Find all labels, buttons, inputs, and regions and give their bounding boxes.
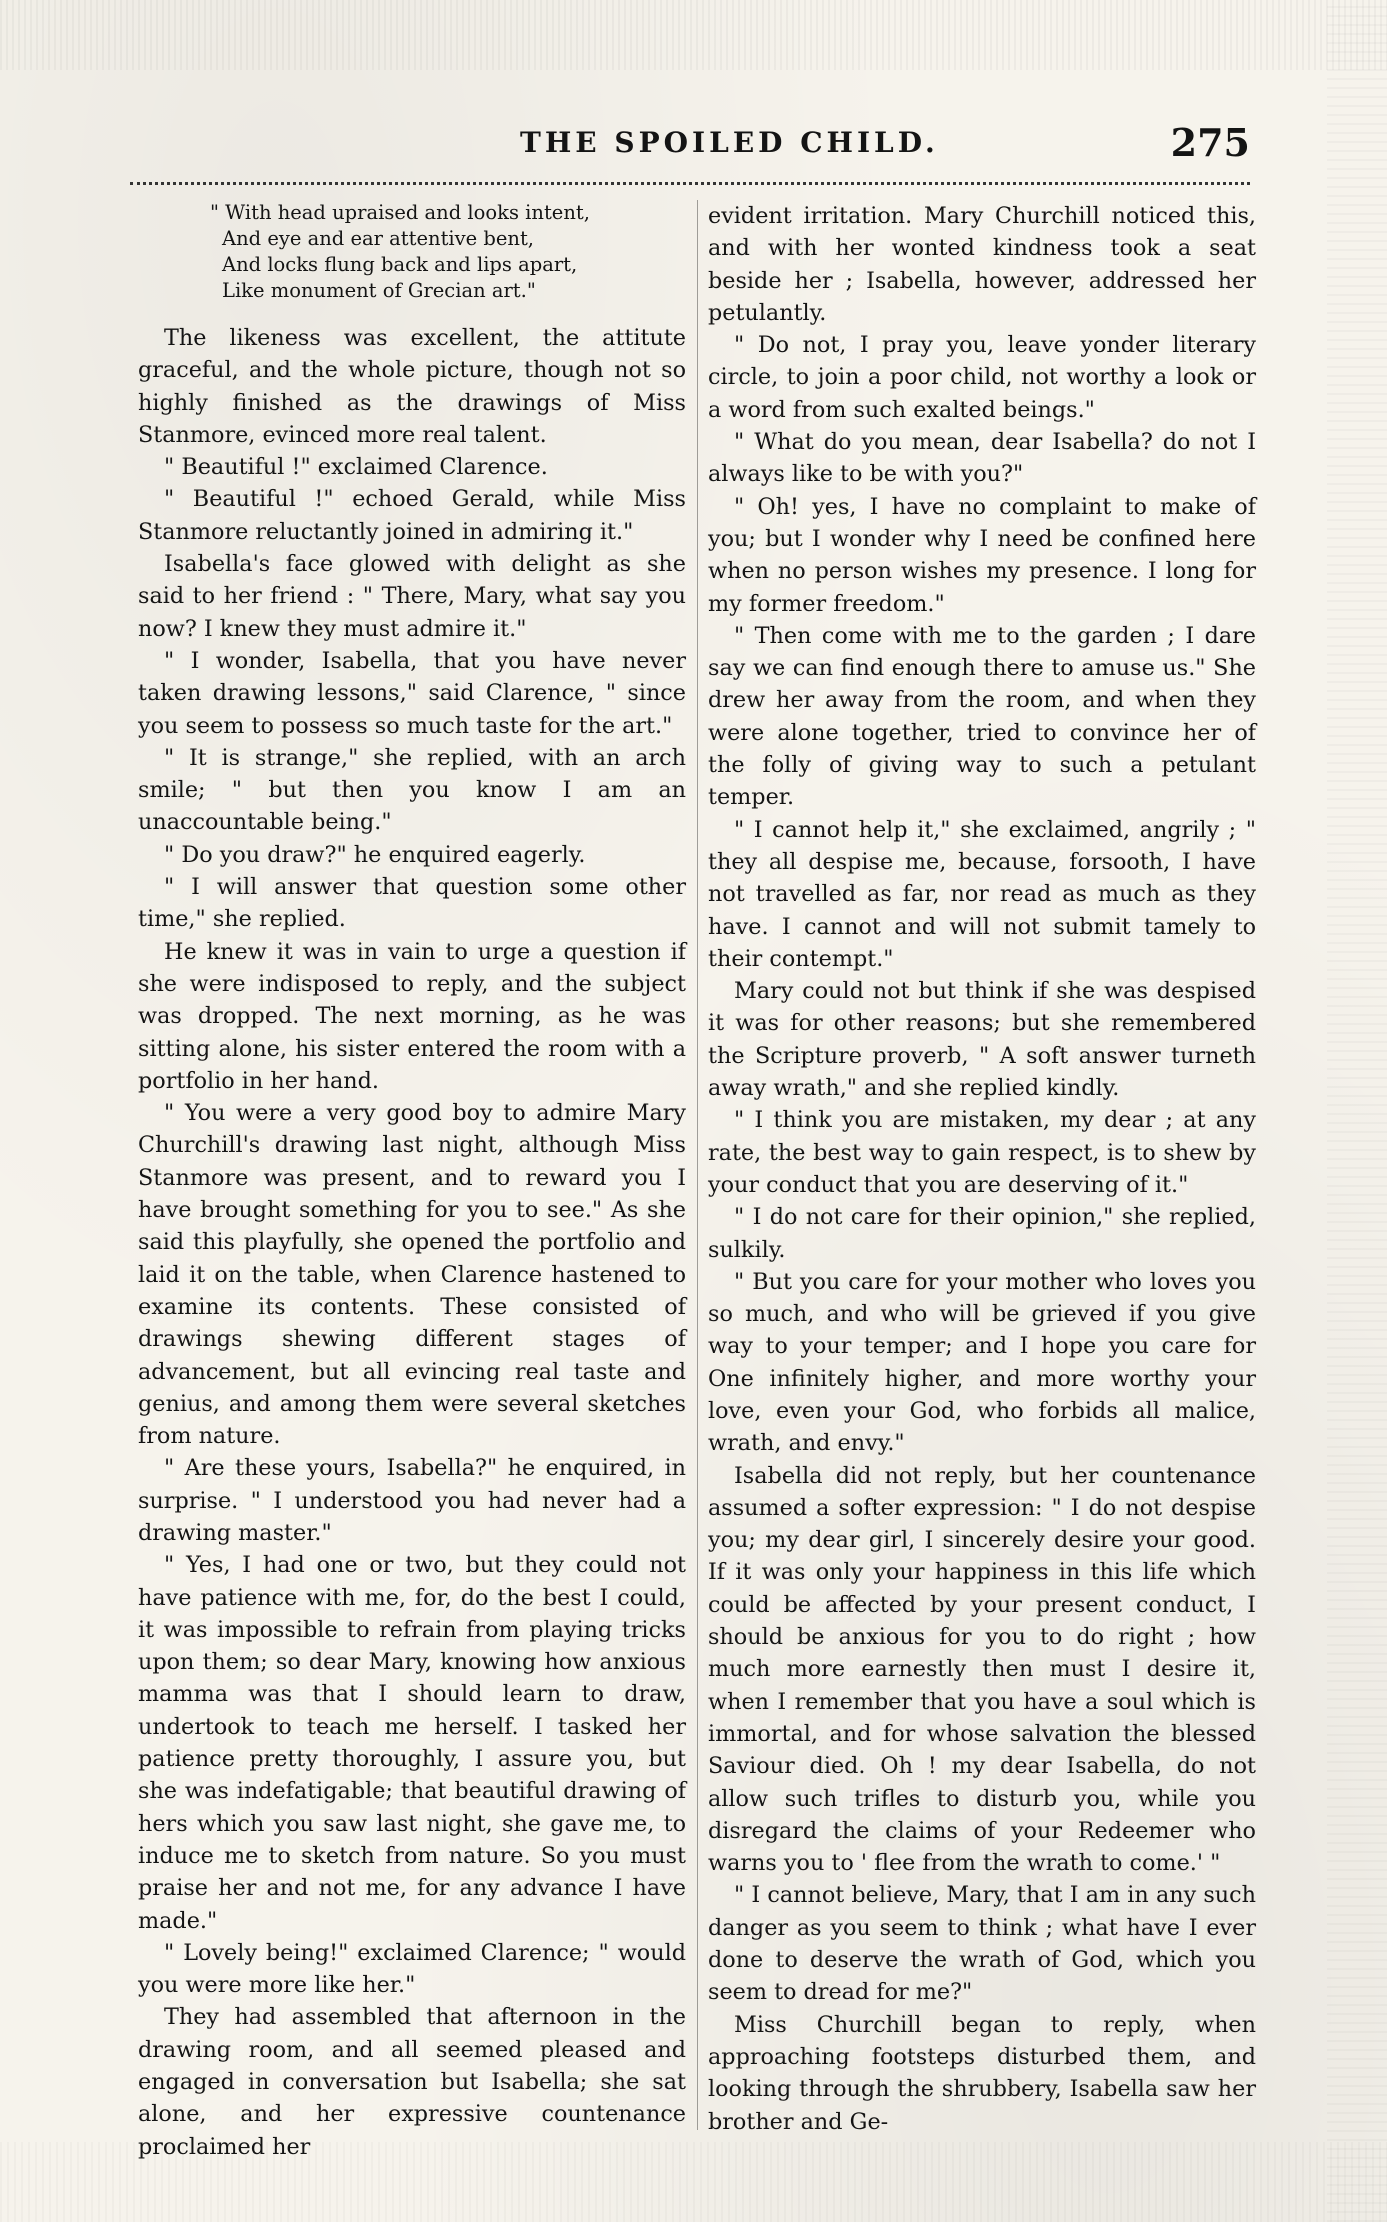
paragraph: Miss Churchill began to reply, when approaching footsteps disturbed them, and looking through the shrubbery, Isabella saw her brother and Ge- xyxy=(708,2011,1256,2135)
poem-line: And locks flung back and lips apart, xyxy=(222,253,578,276)
poem-quote xyxy=(210,200,686,304)
paragraph: " Beautiful !" echoed Gerald, while Miss Stanmore reluctantly joined in admiring it." xyxy=(138,486,686,545)
paragraph: " I think you are mistaken, my dear ; at any rate, the best way to gain respect, is to shew by your conduct that you are deserving of it." xyxy=(708,1107,1256,1198)
paragraph: " Do not, I pray you, leave yonder literary circle, to join a poor child, not worthy a look or a word from such exalted beings." xyxy=(708,332,1256,423)
paragraph: " Then come with me to the garden ; I dare say we can find enough there to amuse us." She drew her away from the room, and when they were alone together, tried to convince her of the folly of giving way to such a petulant temper. xyxy=(708,622,1256,811)
paragraph: " I wonder, Isabella, that you have never taken drawing lessons," said Clarence, " since you seem to possess so much taste for the art." xyxy=(138,647,686,739)
paragraph: " I cannot help it," she exclaimed, angrily ; " they all despise me, because, forsooth, I have not travelled as far, nor read as much as they have. I cannot and will not submit tamely to their contempt." xyxy=(708,816,1256,972)
paragraph: " Beautiful !" exclaimed Clarence. xyxy=(164,454,548,481)
scan-noise-right xyxy=(1327,0,1387,2222)
header-rule xyxy=(130,182,1250,185)
poem-line: Like monument of Grecian art." xyxy=(222,279,536,302)
paragraph: " I do not care for their opinion," she replied, sulkily. xyxy=(708,1204,1256,1263)
paragraph: They had assembled that afternoon in the drawing room, and all seemed pleased and engaged in conversation but Isabella; she sat alone, and her expressive countenance proclaimed her xyxy=(138,2004,686,2160)
paragraph: " I will answer that question some other time," she replied. xyxy=(138,874,686,933)
poem-line: And eye and ear attentive bent, xyxy=(222,227,535,250)
paragraph: " Oh! yes, I have no complaint to make of you; but I wonder why I need be confined here when no person wishes my presence. I long for my former freedom." xyxy=(708,493,1256,617)
paragraph: Isabella did not reply, but her countenance assumed a softer expression: " I do not despise you; my dear girl, I sincerely desire your good. If it was only your happiness in this life which could be affected by your present conduct, I should be anxious for you to do right ; how much more earnestly then must I desire it, when I remember that you have a soul which is immortal, and for whose salvation the blessed Saviour died. Oh ! my dear Isabella, do not allow such trifles to disturb you, while you disregard the claims of your Redeemer who warns you to ' flee from the wrath to come.' " xyxy=(708,1462,1256,1877)
scan-noise-top xyxy=(0,0,1387,70)
paragraph: " I cannot believe, Mary, that I am in any such danger as you seem to think ; what have I ever done to deserve the wrath of God, which you seem to dread for me?" xyxy=(708,1882,1256,2006)
paragraph: Isabella's face glowed with delight as she said to her friend : " There, Mary, what say you now? I knew they must admire it." xyxy=(138,551,686,642)
paragraph: " You were a very good boy to admire Mary Churchill's drawing last night, although Miss Stanmore was present, and to reward you I have brought something for you to see." As she said this playfully, she opened the portfolio and laid it on the table, when Clarence hastened to examine its contents. These consisted of drawings shewing different stages of advancement, but all evincing real taste and genius, and among them were several sketches from nature. xyxy=(138,1100,686,1450)
column-divider xyxy=(697,200,698,2130)
paragraph: The likeness was excellent, the attitute graceful, and the whole picture, though not so highly finished as the drawings of Miss Stanmore, evinced more real talent. xyxy=(138,325,686,448)
running-title: THE SPOILED CHILD. xyxy=(520,126,939,159)
page-header xyxy=(130,120,1250,180)
paragraph: He knew it was in vain to urge a question if she were indisposed to reply, and the subject was dropped. The next morning, as he was sitting alone, his sister entered the room with a portfolio in her hand. xyxy=(138,938,686,1094)
paragraph: " Lovely being!" exclaimed Clarence; " would you were more like her." xyxy=(138,1939,686,1999)
paragraph: evident irritation. Mary Churchill noticed this, and with her wonted kindness took a seat beside her ; Isabella, however, addressed her petulantly. xyxy=(708,203,1256,326)
left-column xyxy=(138,200,686,2163)
poem-line: " With head upraised and looks intent, xyxy=(210,201,590,224)
paragraph: " But you care for your mother who loves you so much, and who will be grieved if you give way to your temper; and I hope you care for One infinitely higher, and more worthy your love, even your God, who forbids all malice, wrath, and envy." xyxy=(708,1268,1256,1457)
paragraph: " What do you mean, dear Isabella? do not I always like to be with you?" xyxy=(708,429,1256,488)
paragraph: " Are these yours, Isabella?" he enquired, in surprise. " I understood you had never had a drawing master." xyxy=(138,1455,686,1546)
right-column xyxy=(708,200,1256,2138)
paragraph: " It is strange," she replied, with an arch smile; " but then you know I am an unaccountable being." xyxy=(138,744,686,836)
paragraph: Mary could not but think if she was despised it was for other reasons; but she remembered the Scripture proverb, " A soft answer turneth away wrath," and she replied kindly. xyxy=(708,978,1256,1102)
page-number: 275 xyxy=(1170,120,1250,165)
paragraph: " Do you draw?" he enquired eagerly. xyxy=(164,841,586,868)
paragraph: " Yes, I had one or two, but they could not have patience with me, for, do the best I could, it was impossible to refrain from playing tricks upon them; so dear Mary, knowing how anxious mamma was that I should learn to draw, undertook to teach me herself. I tasked her patience pretty thoroughly, I assure you, but she was indefatigable; that beautiful drawing of hers which you saw last night, she gave me, to induce me to sketch from nature. So you must praise her and not me, for any advance I have made." xyxy=(138,1552,686,1934)
